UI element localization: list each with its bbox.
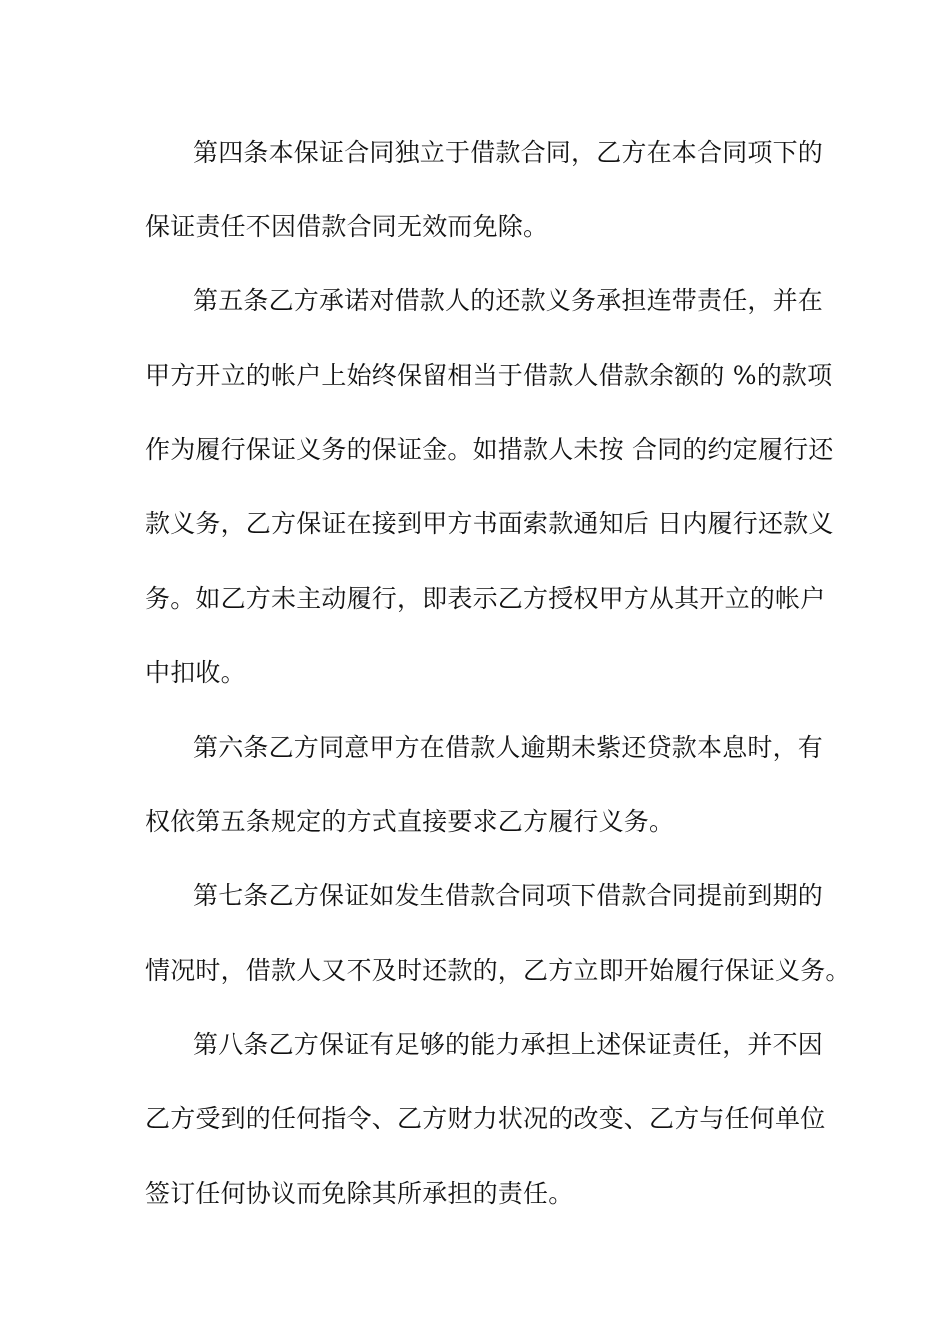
- article-6-line-2: 权依第五条规定的方式直接要求乙方履行义务。: [145, 807, 675, 836]
- article-8-line-2: 乙方受到的任何指令、乙方财力状况的改变、乙方与任何单位: [145, 1104, 826, 1133]
- article-4-line-2: 保证责任不因借款合同无效而免除。: [145, 212, 549, 241]
- article-5-line-1: 第五条乙方承诺对借款人的还款义务承担连带责任，并在: [193, 286, 824, 315]
- article-7-line-1: 第七条乙方保证如发生借款合同项下借款合同提前到期的: [193, 881, 824, 910]
- article-4-line-1: 第四条本保证合同独立于借款合同，乙方在本合同项下的: [193, 138, 824, 167]
- article-8-line-1: 第八条乙方保证有足够的能力承担上述保证责任，并不因: [193, 1030, 824, 1059]
- article-5-line-3: 作为履行保证义务的保证金。如措款人未按 合同的约定履行还: [145, 435, 834, 464]
- article-5-line-5: 务。如乙方未主动履行，即表示乙方授权甲方从其开立的帐户: [145, 584, 826, 613]
- article-5-line-4: 款义务，乙方保证在接到甲方书面索款通知后 日内履行还款义: [145, 509, 834, 538]
- article-8-line-3: 签订任何协议而免除其所承担的责任。: [145, 1179, 574, 1208]
- article-5-line-2: 甲方开立的帐户上始终保留相当于借款人借款余额的 %的款项: [145, 361, 833, 390]
- article-6-line-1: 第六条乙方同意甲方在借款人逾期未紫还贷款本息时，有: [193, 733, 824, 762]
- article-5-line-6: 中扣收。: [145, 658, 246, 687]
- article-7-line-2: 情况时，借款人又不及时还款的，乙方立即开始履行保证义务。: [145, 956, 851, 985]
